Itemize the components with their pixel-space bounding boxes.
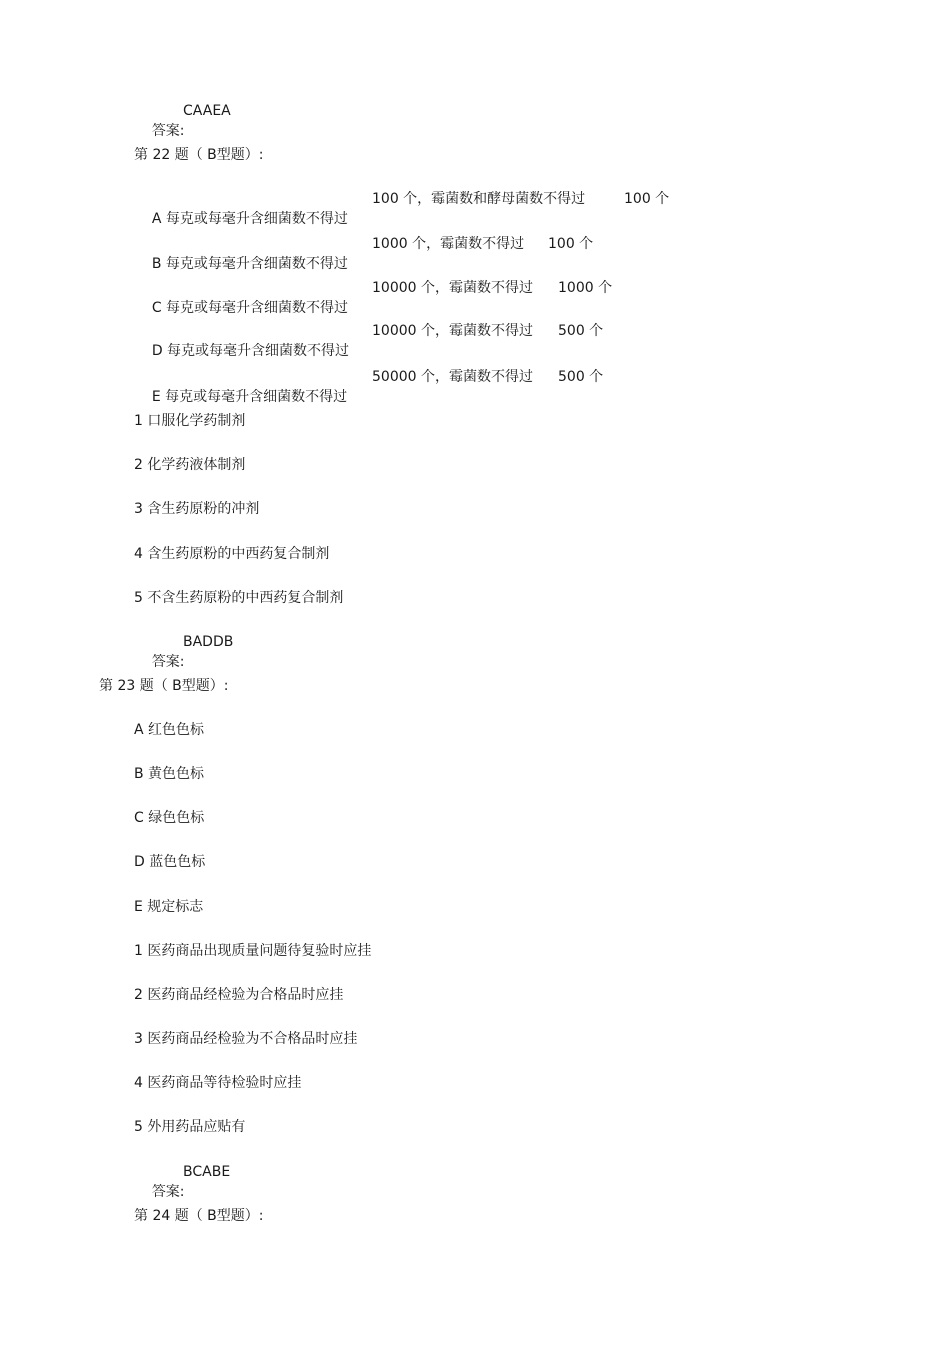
option-mid: 50000 个，霉菌数不得过 — [372, 369, 533, 385]
option-lead: E 每克或每毫升含细菌数不得过 — [151, 389, 348, 405]
option-mid: 10000 个，霉菌数不得过 — [372, 323, 533, 339]
option-mid: 10000 个，霉菌数不得过 — [372, 280, 533, 296]
option-tail: 500 个 — [558, 369, 604, 385]
option-tail: 500 个 — [558, 323, 604, 339]
list-item: 3 含生药原粉的冲剂 — [134, 501, 260, 517]
answer-label: 答案: — [151, 123, 185, 139]
option-tail: 100 个 — [624, 191, 670, 207]
list-item: 2 医药商品经检验为合格品时应挂 — [134, 987, 344, 1003]
answer-value: BADDB — [183, 634, 234, 650]
list-item: 1 医药商品出现质量问题待复验时应挂 — [134, 943, 372, 959]
answer-label: 答案: — [151, 654, 185, 670]
question-heading: 第 24 题（ B型题）: — [134, 1208, 264, 1224]
option-lead: B 每克或每毫升含细菌数不得过 — [151, 256, 348, 272]
option-tail: 100 个 — [548, 236, 594, 252]
option-line: D 蓝色色标 — [134, 854, 206, 870]
list-item: 5 不含生药原粉的中西药复合制剂 — [134, 590, 344, 606]
option-lead: A 每克或每毫升含细菌数不得过 — [151, 211, 348, 227]
list-item: 5 外用药品应贴有 — [134, 1119, 246, 1135]
question-heading: 第 23 题（ B型题）: — [99, 678, 229, 694]
option-mid: 1000 个，霉菌数不得过 — [372, 236, 525, 252]
option-mid: 100 个，霉菌数和酵母菌数不得过 — [372, 191, 586, 207]
option-lead: C 每克或每毫升含细菌数不得过 — [151, 300, 349, 316]
list-item: 4 医药商品等待检验时应挂 — [134, 1075, 302, 1091]
list-item: 3 医药商品经检验为不合格品时应挂 — [134, 1031, 358, 1047]
option-line: B 黄色色标 — [134, 766, 205, 782]
answer-label: 答案: — [151, 1184, 185, 1200]
option-line: A 红色色标 — [134, 722, 205, 738]
answer-value: CAAEA — [183, 103, 231, 119]
option-lead: D 每克或每毫升含细菌数不得过 — [151, 343, 350, 359]
list-item: 4 含生药原粉的中西药复合制剂 — [134, 546, 330, 562]
option-tail: 1000 个 — [558, 280, 613, 296]
option-line: E 规定标志 — [134, 899, 204, 915]
question-heading: 第 22 题（ B型题）: — [134, 147, 264, 163]
list-item: 1 口服化学药制剂 — [134, 413, 246, 429]
answer-value: BCABE — [183, 1164, 231, 1180]
list-item: 2 化学药液体制剂 — [134, 457, 246, 473]
option-line: C 绿色色标 — [134, 810, 205, 826]
